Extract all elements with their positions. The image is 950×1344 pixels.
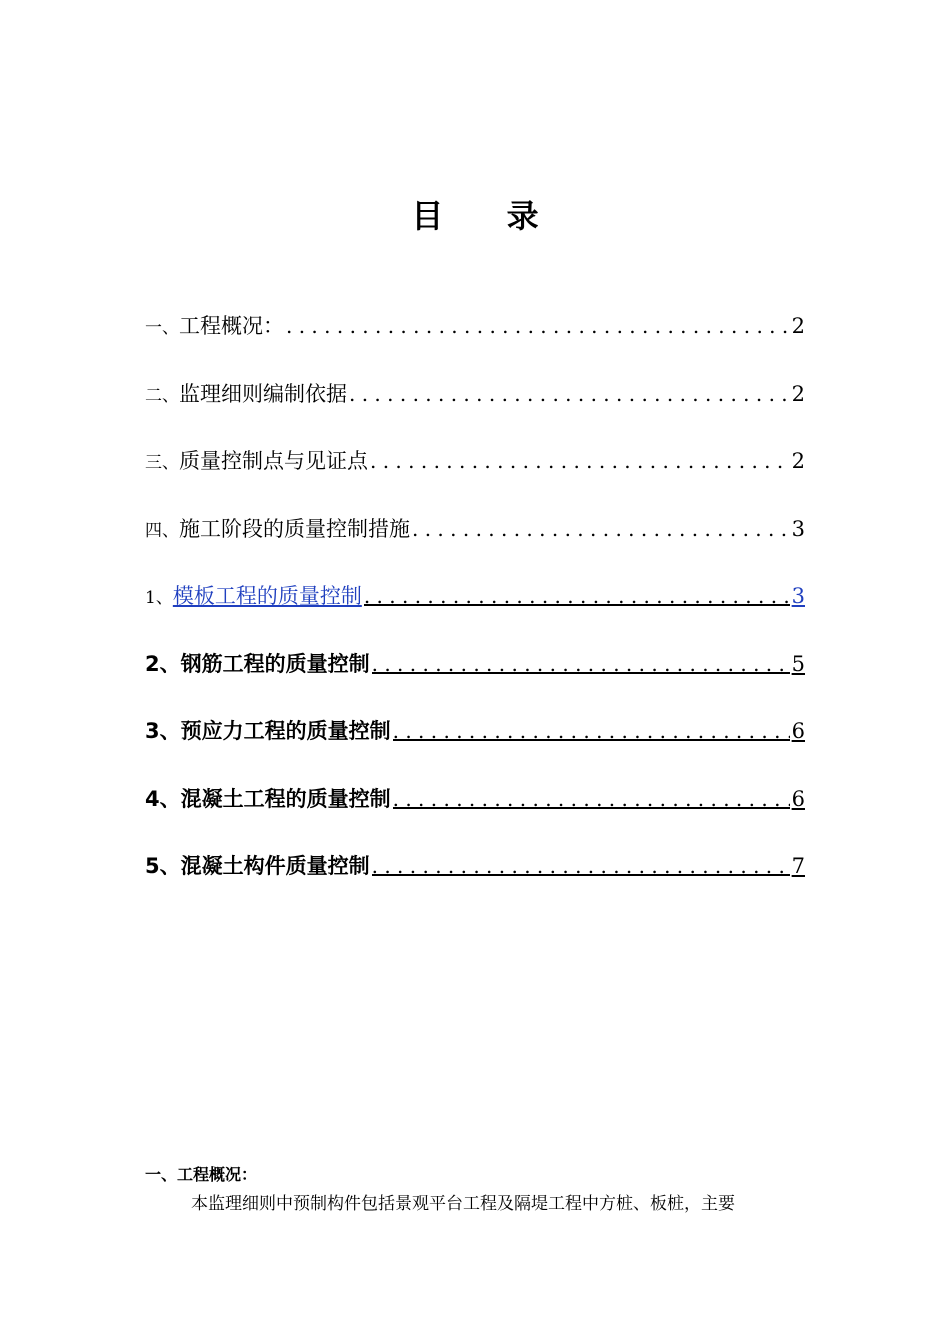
toc-dot-leader bbox=[349, 374, 790, 414]
toc-entry-title: 混凝土构件质量控制 bbox=[180, 854, 370, 878]
toc-entry-page: 3 bbox=[791, 516, 805, 541]
toc-entry-title: 质量控制点与见证点 bbox=[179, 449, 368, 473]
toc-entry-7[interactable] bbox=[145, 711, 805, 779]
toc-entry-page: 2 bbox=[791, 381, 805, 406]
toc-entry-page: 6 bbox=[791, 786, 805, 811]
toc-entry-number: 一、 bbox=[145, 318, 179, 338]
toc-entry-title: 钢筋工程的质量控制 bbox=[180, 651, 370, 676]
toc-entry-4[interactable] bbox=[145, 509, 805, 577]
toc-dot-leader bbox=[372, 846, 790, 886]
toc-entry-title: 工程概况： bbox=[179, 314, 284, 338]
toc-entry-number: 4、 bbox=[145, 786, 181, 811]
toc-entry-title: 监理细则编制依据 bbox=[179, 381, 347, 406]
toc-entry-number: 二、 bbox=[145, 385, 179, 406]
toc-dot-leader bbox=[412, 509, 790, 549]
toc-entry-page: 6 bbox=[791, 719, 805, 743]
page-title: 目 录 bbox=[411, 197, 565, 235]
section-heading: 一、工程概况： bbox=[145, 1165, 258, 1184]
toc-entry-2[interactable] bbox=[145, 374, 805, 442]
toc-entry-page: 2 bbox=[791, 449, 805, 473]
toc-entry-number: 3、 bbox=[145, 719, 181, 743]
toc-entry-9[interactable] bbox=[145, 846, 805, 914]
toc-entry-title[interactable]: 模板工程的质量控制 bbox=[172, 584, 362, 608]
toc-entry-number: 1、 bbox=[145, 588, 173, 608]
toc-dot-leader bbox=[393, 711, 790, 751]
toc-entry-8[interactable] bbox=[145, 779, 805, 847]
section-body-paragraph: 本监理细则中预制构件包括景观平台工程及隔堤工程中方桩、板桩，主要 bbox=[191, 1194, 735, 1214]
toc-dot-leader bbox=[370, 441, 790, 481]
toc-entry-number: 三、 bbox=[145, 453, 179, 473]
table-of-contents bbox=[145, 306, 805, 914]
toc-dot-leader bbox=[364, 576, 790, 616]
toc-entry-page: 7 bbox=[791, 854, 805, 878]
toc-entry-number: 5、 bbox=[145, 854, 181, 878]
toc-entry-1[interactable] bbox=[145, 306, 805, 374]
toc-entry-5-link[interactable] bbox=[145, 576, 805, 644]
toc-entry-number: 2、 bbox=[145, 651, 181, 676]
toc-entry-title: 混凝土工程的质量控制 bbox=[180, 786, 391, 811]
toc-entry-title: 预应力工程的质量控制 bbox=[180, 719, 391, 743]
toc-entry-page: 5 bbox=[791, 651, 805, 676]
toc-entry-title: 施工阶段的质量控制措施 bbox=[179, 516, 410, 541]
toc-dot-leader bbox=[286, 306, 790, 346]
toc-dot-leader bbox=[372, 644, 790, 684]
toc-entry-page[interactable]: 3 bbox=[791, 584, 805, 608]
toc-entry-3[interactable] bbox=[145, 441, 805, 509]
toc-entry-number: 四、 bbox=[145, 520, 179, 541]
toc-dot-leader bbox=[393, 779, 790, 819]
toc-entry-6[interactable] bbox=[145, 644, 805, 712]
toc-entry-page: 2 bbox=[791, 314, 805, 338]
